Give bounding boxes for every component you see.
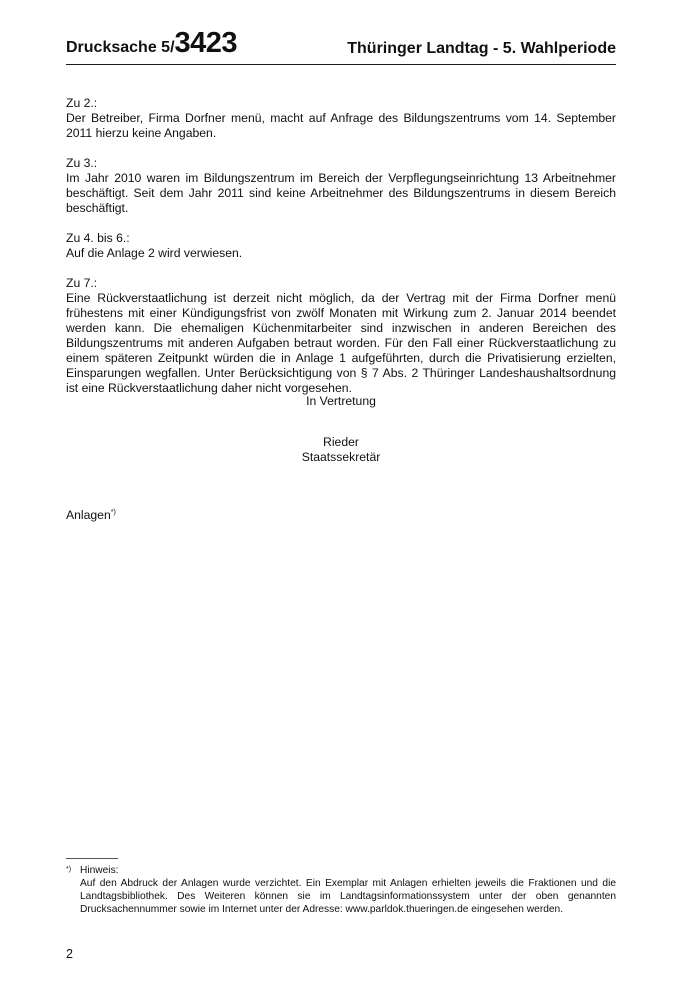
document-number-prefix: Drucksache 5/ [66,39,175,56]
section-answer-3 [66,156,616,216]
page-header [66,26,616,65]
section-heading: Zu 3.: [66,156,98,170]
section-text: Eine Rückverstaatlichung ist derzeit nicht möglich, da der Vertrag mit der Firma Dorfner menü frühestens mit einer Kündigungsfrist von zwölf Monaten mit Wirkung zum 2. Januar 2014 beendet werden kann. Die ehemaligen Küchenmitarbeiter sind inzwischen in anderen Bereichen des Bildungszentrums mit anderen Aufgaben betraut worden. Für den Fall einer Rückverstaatlichung zu einem späteren Zeitpunkt würden die in Anlage 1 aufgeführten, durch die Privatisierung erzielten, Einsparungen wegfallen. Unter Berücksichtigung von § 7 Abs. 2 Thüringer Landeshaushaltsordnung ist eine Rückverstaatlichung daher nicht vorgesehen. [66,291,616,395]
footnote-text: Auf den Abdruck der Anlagen wurde verzichtet. Ein Exemplar mit Anlagen erhielten jeweils die Fraktionen und die Landtagsbibliothek. Des Weiteren können sie im Landtagsinformationssystem unter der oben genannten Drucksachennummer sowie im Internet unter der Adresse: www.parldok.thueringen.de eingesehen werden. [80,878,616,915]
signature-in-vertretung: In Vertretung [306,394,376,408]
section-text: Im Jahr 2010 waren im Bildungszentrum im Bereich der Verpflegungseinrichtung 13 Arbeitnehmer beschäftigt. Seit dem Jahr 2011 sind keine Arbeitnehmer des Bildungszentrums in diesem Bereich beschäftigt. [66,171,616,215]
attachments-label [66,508,116,522]
attachments-footnote-mark: *) [110,509,116,516]
footnote [66,864,616,916]
footnote-divider [66,858,118,859]
signature-block [66,435,616,465]
attachments-text: Anlagen [66,508,111,522]
footnote-mark: *) [66,866,72,873]
document-number [66,29,237,58]
section-text: Der Betreiber, Firma Dorfner menü, macht auf Anfrage des Bildungszentrums vom 14. September 2011 hierzu keine Angaben. [66,111,616,140]
section-answer-4-6 [66,231,616,261]
document-number-value: 3423 [174,27,238,59]
section-heading: Zu 7.: [66,276,98,290]
footnote-title: Hinweis: [80,865,119,876]
section-heading: Zu 4. bis 6.: [66,231,130,245]
signatory-name: Rieder [323,435,359,449]
section-answer-2 [66,96,616,141]
parliament-title: Thüringer Landtag - 5. Wahlperiode [347,40,616,57]
section-heading: Zu 2.: [66,96,98,110]
page-number: 2 [66,947,73,961]
document-body [66,96,616,411]
section-answer-7 [66,276,616,396]
section-text: Auf die Anlage 2 wird verwiesen. [66,246,243,260]
signatory-role: Staatssekretär [301,450,381,464]
